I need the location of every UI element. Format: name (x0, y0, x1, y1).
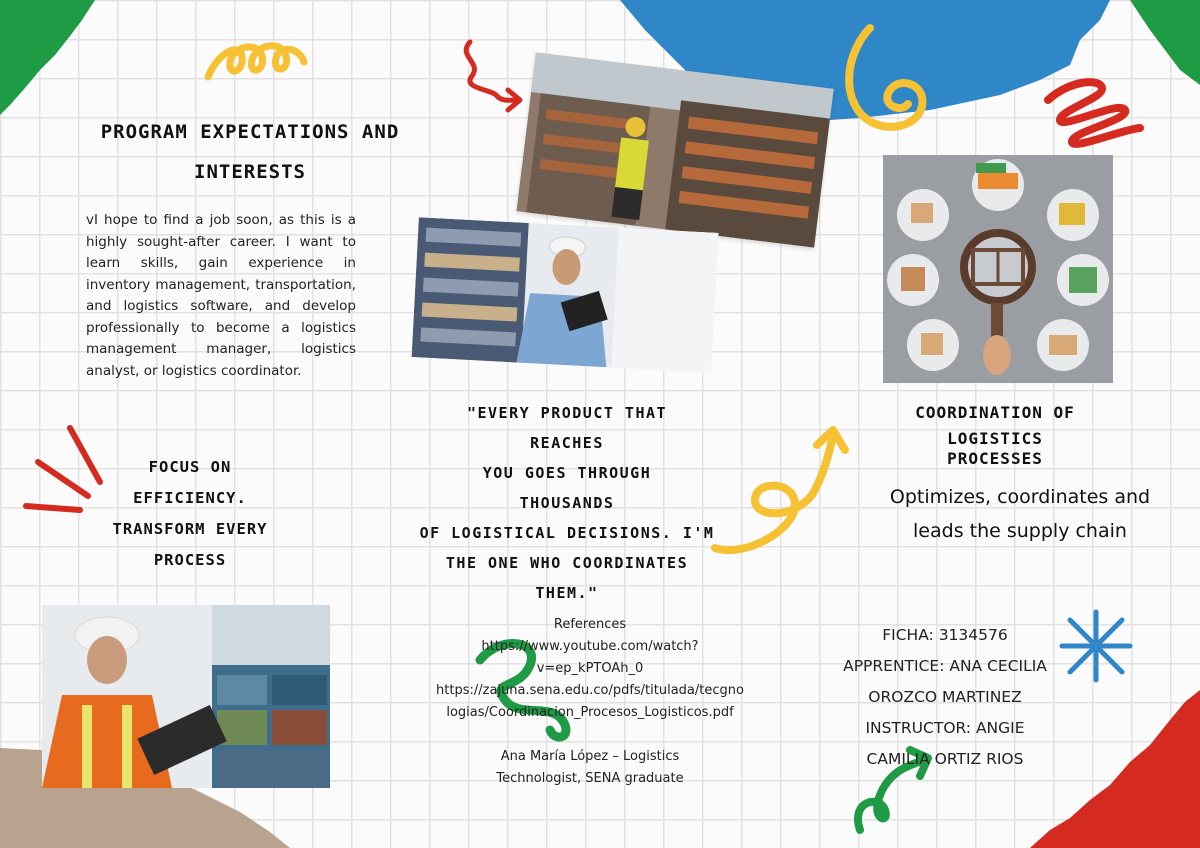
instructor-name-cont: CAMILIA ORTIZ RIOS (866, 750, 1024, 768)
instructor-name: INSTRUCTOR: ANGIE (865, 719, 1025, 737)
quote-line: THOUSANDS (519, 494, 615, 512)
title-line: INTERESTS (194, 161, 306, 183)
focus-line: TRANSFORM EVERY (112, 520, 268, 538)
coordination-subtitle (850, 480, 1190, 548)
coordination-title (880, 400, 1110, 472)
quote-line: REACHES (530, 434, 604, 452)
student-info-block (800, 620, 1090, 775)
focus-line: PROCESS (153, 551, 227, 569)
quote-block (412, 398, 722, 608)
references-block (380, 614, 800, 790)
focus-heading (70, 452, 310, 576)
ficha-number: FICHA: 3134576 (882, 626, 1008, 644)
worker-with-tablet-photo (42, 605, 330, 788)
squiggle-yellow-icon (200, 32, 310, 92)
worker-clipboard-photo-frame (412, 217, 719, 373)
reference-link[interactable]: https://zajuna.sena.edu.co/pdfs/titulada/tecgno (436, 683, 744, 698)
subtitle-line: Optimizes, coordinates and (889, 486, 1151, 508)
zigzag-red-icon (1030, 70, 1150, 160)
expectations-body: vI hope to find a job soon, as this is a highly sought-after career. I want to learn skills, gain experience in inventory management, transportation, and logistics software, and develop professionally to become a logistics management manager, logistics analyst, or logistics coordinator. (86, 212, 356, 379)
arrow-yellow-icon (705, 420, 855, 560)
focus-line: FOCUS ON (148, 458, 232, 476)
subtitle-line: leads the supply chain (913, 520, 1127, 542)
quote-line: OF LOGISTICAL DECISIONS. I'M (419, 524, 715, 542)
reference-link[interactable]: logias/Coordinacion_Procesos_Logisticos.pdf (446, 705, 734, 720)
author-line: Ana María López – Logistics (500, 749, 680, 764)
quote-line: THE ONE WHO COORDINATES (445, 554, 689, 572)
references-label: References (553, 617, 627, 632)
quote-line: THEM." (535, 584, 599, 602)
title-line: COORDINATION OF (915, 403, 1075, 422)
reference-link[interactable]: https://www.youtube.com/watch? (481, 639, 699, 654)
program-expectations-title-2 (40, 160, 460, 184)
title-line: PROGRAM EXPECTATIONS AND (100, 121, 400, 143)
title-line: LOGISTICS (947, 429, 1043, 448)
reference-link[interactable]: v=ep_kPTOAh_0 (536, 661, 644, 676)
program-expectations-title (40, 120, 460, 144)
title-line: PROCESSES (947, 449, 1043, 468)
spiral-yellow-icon (830, 18, 940, 148)
quote-line: YOU GOES THROUGH (482, 464, 652, 482)
apprentice-name: APPRENTICE: ANA CECILIA (843, 657, 1047, 675)
quote-line: "EVERY PRODUCT THAT (466, 404, 668, 422)
focus-line: EFFICIENCY. (133, 489, 247, 507)
author-line: Technologist, SENA graduate (496, 771, 684, 786)
arrow-red-icon (452, 34, 532, 114)
logistics-processes-illustration (883, 155, 1113, 383)
torn-paper-green-top-left (0, 0, 140, 120)
apprentice-name-cont: OROZCO MARTINEZ (868, 688, 1022, 706)
worker-clipboard-photo (412, 217, 719, 373)
